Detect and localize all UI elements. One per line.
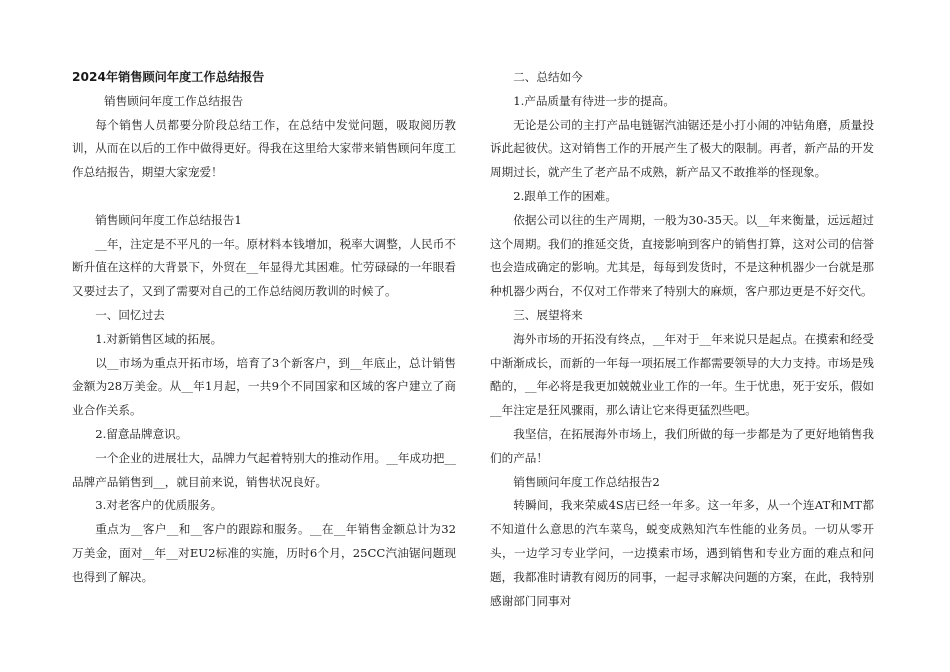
outlook-paragraph-1: 海外市场的开拓没有终点，__年对于__年来说只是起点。在摸索和经受中渐渐成长，而新的一年每一项拓展工作都需要领导的大力支持。市场是残酷的，__年必将是我更加兢兢业业工作的一年。生于忧患，死于安乐，假如__年注定是狂风骤雨，那么请让它来得更猛烈些吧。 <box>490 331 874 418</box>
section-heading-review: 一、回忆过去 <box>95 307 165 322</box>
section-heading-summary: 二、总结如今 <box>513 70 583 84</box>
report1-paragraph-1: __年，注定是不平凡的一年。原材料本钱增加，税率大调整，人民币不断升值在这样的大背景下，外贸在__年显得尤其困难。忙劳碌碌的一年眼看又要过去了，又到了需要对自己的工作总结阅历教训的时候了。 <box>72 236 456 299</box>
intro-paragraph: 每个销售人员都要分阶段总结工作，在总结中发觉问题，吸取阅历教训，从而在以后的工作中做得更好。得我在这里给大家带来销售顾问年度工作总结报告，期望大家宠爱！ <box>72 117 456 180</box>
outlook-paragraph-2: 我坚信，在拓展海外市场上，我们所做的每一步都是为了更好地销售我们的产品！ <box>490 426 874 465</box>
summary-item-paragraph-1: 无论是公司的主打产品电链锯汽油锯还是小打小闹的冲钻角磨，质量投诉此起彼伏。这对销售工作的开展产生了极大的限制。再者，新产品的开发周期过长，就产生了老产品不成熟，新产品又不敢推举的怪现象。 <box>490 117 874 180</box>
item-paragraph-1: 以__市场为重点开拓市场，培育了3个新客户，到__年底止，总计销售金额为28万美金。从__年1月起，一共9个不同国家和区域的客户建立了商业合作关系。 <box>72 355 456 418</box>
item-paragraph-2: 一个企业的进展壮大，品牌力气起着特别大的推动作用。__年成功把__品牌产品销售到__，就目前来说，销售状况良好。 <box>72 450 456 489</box>
item-heading-3: 3.对老客户的优质服务。 <box>95 498 223 513</box>
document-title: 2024年销售顾问年度工作总结报告 <box>72 70 265 84</box>
report1-heading: 销售顾问年度工作总结报告1 <box>95 212 242 227</box>
summary-item-heading-1: 1.产品质量有待进一步的提高。 <box>513 93 675 108</box>
summary-item-paragraph-2: 依据公司以往的生产周期，一般为30-35天。以__年来衡量，远远超过这个周期。我们的推延交货，直接影响到客户的销售打算，这对公司的信誉也会造成确定的影响。尤其是，每每到发货时，不是这种机器少一台就是那种机器少两台，不仅对工作带来了特别大的麻烦，客户那边更是不好交代。 <box>490 212 874 299</box>
left-column <box>72 66 456 590</box>
report2-heading: 销售顾问年度工作总结报告2 <box>513 474 660 489</box>
document-subtitle: 销售顾问年度工作总结报告 <box>104 93 244 108</box>
item-heading-2: 2.留意品牌意识。 <box>95 426 188 441</box>
summary-item-heading-2: 2.跟单工作的困难。 <box>513 188 617 203</box>
report2-paragraph-1: 转瞬间，我来荣威4S店已经一年多。这一年多，从一个连AT和MT都不知道什么意思的汽车菜鸟，蜕变成熟知汽车性能的业务员。一切从零开头，一边学习专业学问，一边摸索市场，遇到销售和专业方面的难点和问题，我都准时请教有阅历的同事，一起寻求解决问题的方案，在此，我特别感谢部门同事对 <box>490 498 874 608</box>
section-heading-outlook: 三、展望将来 <box>513 307 583 322</box>
blank-line <box>72 185 456 209</box>
item-paragraph-3: 重点为__客户__和__客户的跟踪和服务。__在__年销售金额总计为32万美金，面对__年__对EU2标准的实施，历时6个月，25CC汽油锯问题现也得到了解决。 <box>72 522 456 584</box>
right-column <box>490 66 874 613</box>
item-heading-1: 1.对新销售区域的拓展。 <box>95 331 223 346</box>
